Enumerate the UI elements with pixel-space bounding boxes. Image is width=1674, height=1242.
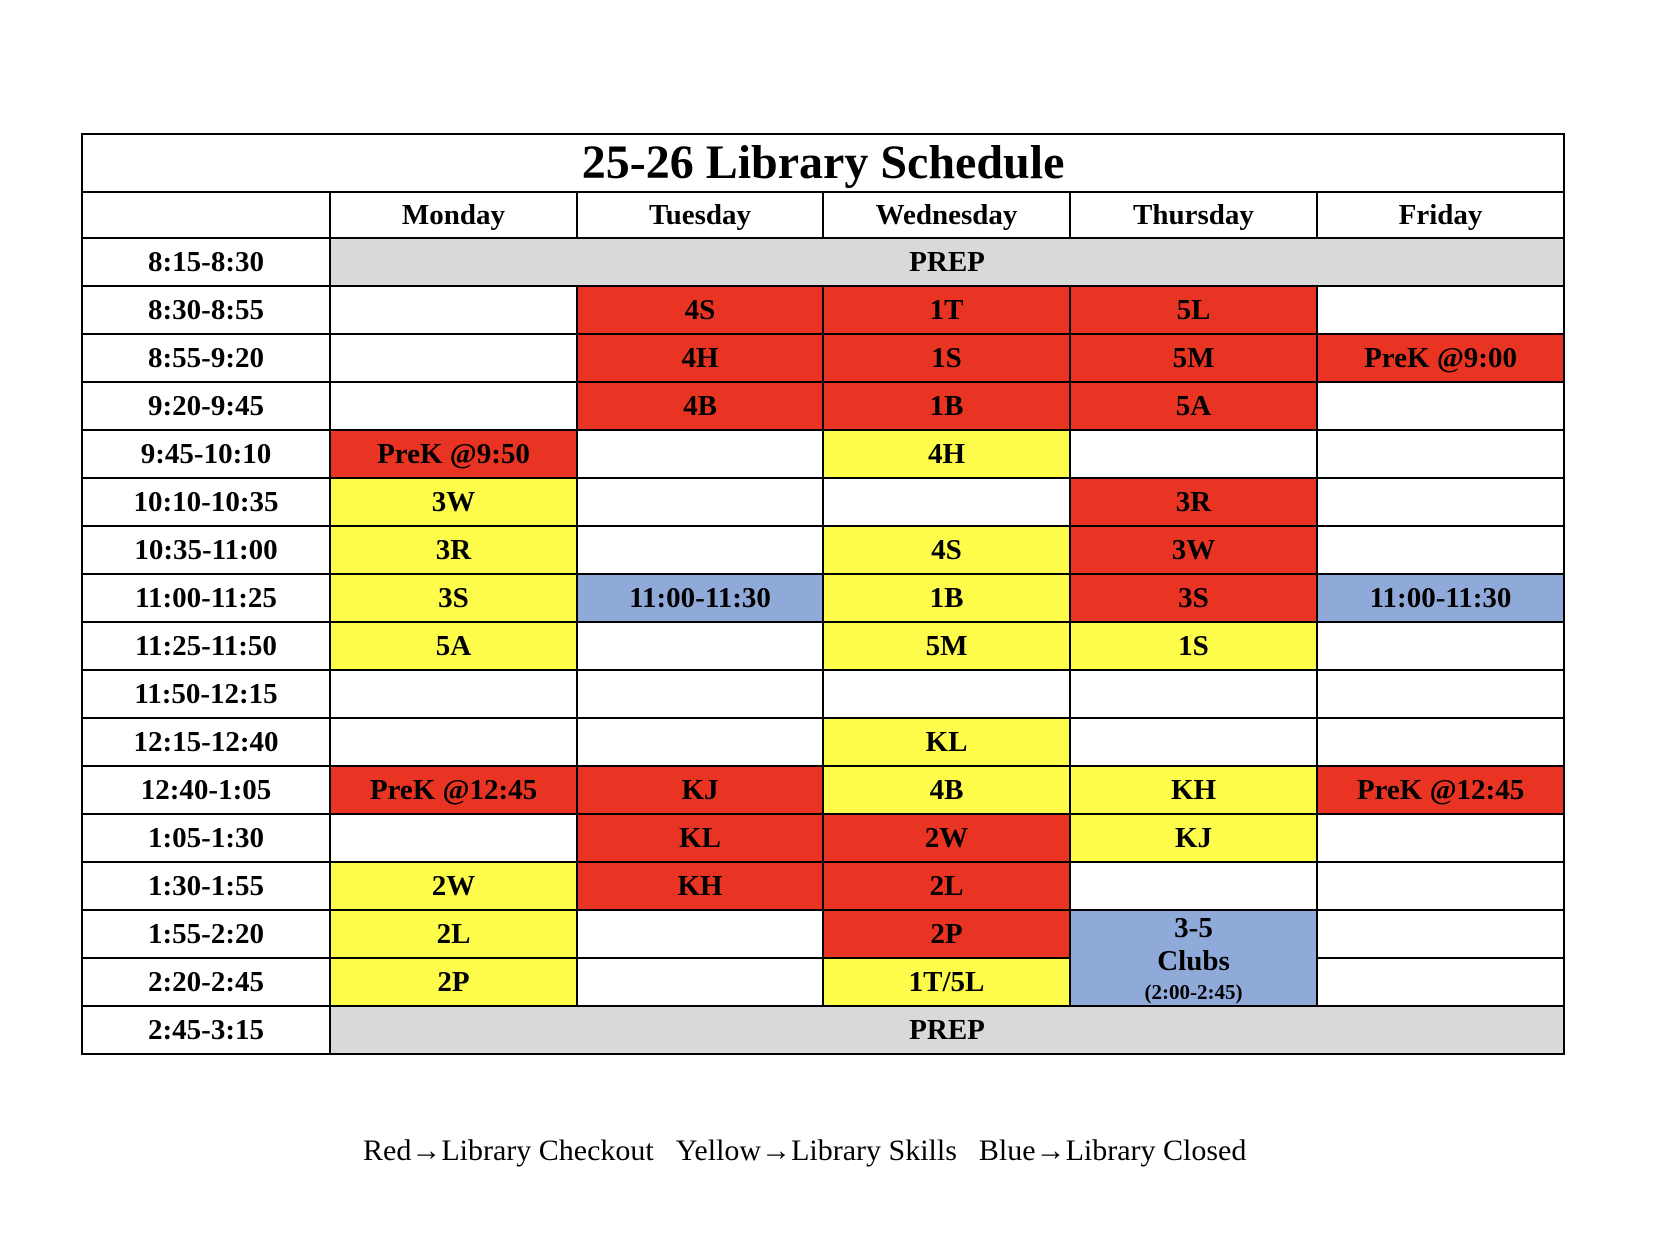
schedule-cell-tuesday xyxy=(577,718,823,766)
table-row xyxy=(82,910,1564,958)
schedule-cell-thursday: 3R xyxy=(1070,478,1317,526)
time-slot-label: 12:40-1:05 xyxy=(82,766,330,814)
table-row xyxy=(82,382,1564,430)
schedule-cell-monday xyxy=(330,814,577,862)
schedule-cell-tuesday xyxy=(577,910,823,958)
schedule-cell-wednesday: 4H xyxy=(823,430,1070,478)
table-row xyxy=(82,622,1564,670)
arrow-icon: → xyxy=(761,1134,792,1167)
schedule-cell-wednesday xyxy=(823,478,1070,526)
time-slot-label: 9:45-10:10 xyxy=(82,430,330,478)
schedule-cell-tuesday: KL xyxy=(577,814,823,862)
schedule-cell-wednesday: KL xyxy=(823,718,1070,766)
day-header-wednesday: Wednesday xyxy=(823,192,1070,238)
arrow-icon: → xyxy=(411,1134,442,1167)
time-slot-label: 1:05-1:30 xyxy=(82,814,330,862)
prep-cell: PREP xyxy=(330,1006,1564,1054)
time-slot-label: 12:15-12:40 xyxy=(82,718,330,766)
table-row xyxy=(82,814,1564,862)
schedule-cell-monday xyxy=(330,334,577,382)
schedule-cell-tuesday xyxy=(577,478,823,526)
time-slot-label: 1:55-2:20 xyxy=(82,910,330,958)
time-slot-label: 10:10-10:35 xyxy=(82,478,330,526)
schedule-cell-thursday xyxy=(1070,910,1317,1006)
schedule-cell-tuesday: KJ xyxy=(577,766,823,814)
legend-red-label: Library Checkout xyxy=(441,1134,654,1167)
clubs-label-line: 3-5 xyxy=(1174,912,1213,945)
time-slot-label: 11:50-12:15 xyxy=(82,670,330,718)
schedule-cell-thursday xyxy=(1070,670,1317,718)
table-row xyxy=(82,718,1564,766)
schedule-cell-tuesday xyxy=(577,526,823,574)
day-header-monday: Monday xyxy=(330,192,577,238)
legend-blue-key: Blue xyxy=(978,1134,1036,1167)
schedule-cell-thursday: 1S xyxy=(1070,622,1317,670)
schedule-cell-friday xyxy=(1317,286,1564,334)
schedule-cell-thursday xyxy=(1070,718,1317,766)
schedule-cell-monday: 5A xyxy=(330,622,577,670)
schedule-cell-tuesday: 4S xyxy=(577,286,823,334)
day-header-tuesday: Tuesday xyxy=(577,192,823,238)
legend-yellow-key: Yellow xyxy=(675,1134,762,1167)
schedule-cell-thursday: 5M xyxy=(1070,334,1317,382)
schedule-cell-tuesday: KH xyxy=(577,862,823,910)
clubs-label-line: Clubs xyxy=(1157,945,1230,978)
schedule-cell-wednesday: 1T xyxy=(823,286,1070,334)
schedule-cell-friday xyxy=(1317,910,1564,958)
schedule-cell-wednesday xyxy=(823,670,1070,718)
schedule-cell-monday: 3R xyxy=(330,526,577,574)
schedule-cell-wednesday: 1B xyxy=(823,382,1070,430)
color-legend xyxy=(348,1100,1246,1168)
schedule-cell-thursday xyxy=(1070,862,1317,910)
schedule-cell-wednesday: 4B xyxy=(823,766,1070,814)
schedule-cell-tuesday xyxy=(577,670,823,718)
schedule-cell-wednesday: 4S xyxy=(823,526,1070,574)
schedule-cell-tuesday xyxy=(577,622,823,670)
schedule-cell-friday xyxy=(1317,430,1564,478)
schedule-cell-friday xyxy=(1317,622,1564,670)
schedule-cell-tuesday: 4B xyxy=(577,382,823,430)
schedule-cell-monday: 3W xyxy=(330,478,577,526)
schedule-cell-wednesday: 1B xyxy=(823,574,1070,622)
time-slot-label: 11:00-11:25 xyxy=(82,574,330,622)
schedule-cell-wednesday: 1S xyxy=(823,334,1070,382)
schedule-cell-friday xyxy=(1317,814,1564,862)
time-slot-label: 2:20-2:45 xyxy=(82,958,330,1006)
time-slot-label: 8:55-9:20 xyxy=(82,334,330,382)
schedule-cell-thursday: 5A xyxy=(1070,382,1317,430)
table-row xyxy=(82,526,1564,574)
schedule-cell-friday xyxy=(1317,958,1564,1006)
table-row xyxy=(82,334,1564,382)
schedule-cell-friday xyxy=(1317,718,1564,766)
schedule-cell-wednesday: 5M xyxy=(823,622,1070,670)
schedule-cell-tuesday: 4H xyxy=(577,334,823,382)
schedule-sheet xyxy=(81,133,1563,1055)
time-slot-label: 11:25-11:50 xyxy=(82,622,330,670)
legend-red-key: Red xyxy=(363,1134,412,1167)
schedule-cell-friday: PreK @9:00 xyxy=(1317,334,1564,382)
schedule-cell-monday: PreK @9:50 xyxy=(330,430,577,478)
schedule-cell-wednesday: 2L xyxy=(823,862,1070,910)
schedule-cell-friday: PreK @12:45 xyxy=(1317,766,1564,814)
time-slot-label: 2:45-3:15 xyxy=(82,1006,330,1054)
time-slot-label: 8:30-8:55 xyxy=(82,286,330,334)
time-slot-label: 8:15-8:30 xyxy=(82,238,330,286)
clubs-time-note: (2:00-2:45) xyxy=(1144,979,1243,1004)
schedule-cell-friday xyxy=(1317,670,1564,718)
schedule-cell-monday: 3S xyxy=(330,574,577,622)
table-row xyxy=(82,670,1564,718)
schedule-cell-friday: 11:00-11:30 xyxy=(1317,574,1564,622)
prep-cell: PREP xyxy=(330,238,1564,286)
schedule-cell-thursday: 3W xyxy=(1070,526,1317,574)
schedule-cell-monday: 2P xyxy=(330,958,577,1006)
day-header-row xyxy=(82,192,1564,238)
day-header-thursday: Thursday xyxy=(1070,192,1317,238)
schedule-cell-monday xyxy=(330,670,577,718)
schedule-cell-monday: 2L xyxy=(330,910,577,958)
arrow-icon: → xyxy=(1035,1134,1066,1167)
schedule-cell-wednesday: 2W xyxy=(823,814,1070,862)
table-row xyxy=(82,958,1564,1006)
schedule-cell-wednesday: 2P xyxy=(823,910,1070,958)
table-row xyxy=(82,238,1564,286)
day-header-friday: Friday xyxy=(1317,192,1564,238)
schedule-cell-thursday: 3S xyxy=(1070,574,1317,622)
table-row xyxy=(82,766,1564,814)
schedule-cell-friday xyxy=(1317,526,1564,574)
schedule-cell-monday: 2W xyxy=(330,862,577,910)
page-title: 25-26 Library Schedule xyxy=(82,134,1564,192)
corner-cell xyxy=(82,192,330,238)
schedule-cell-thursday: KJ xyxy=(1070,814,1317,862)
time-slot-label: 9:20-9:45 xyxy=(82,382,330,430)
table-row xyxy=(82,478,1564,526)
schedule-cell-tuesday: 11:00-11:30 xyxy=(577,574,823,622)
legend-blue-label: Library Closed xyxy=(1065,1134,1247,1167)
table-row xyxy=(82,286,1564,334)
schedule-cell-tuesday xyxy=(577,430,823,478)
schedule-cell-friday xyxy=(1317,382,1564,430)
schedule-cell-thursday: 5L xyxy=(1070,286,1317,334)
table-row xyxy=(82,1006,1564,1054)
time-slot-label: 1:30-1:55 xyxy=(82,862,330,910)
table-row xyxy=(82,430,1564,478)
schedule-cell-monday: PreK @12:45 xyxy=(330,766,577,814)
time-slot-label: 10:35-11:00 xyxy=(82,526,330,574)
schedule-cell-monday xyxy=(330,718,577,766)
schedule-cell-tuesday xyxy=(577,958,823,1006)
schedule-cell-thursday xyxy=(1070,430,1317,478)
schedule-table xyxy=(81,133,1565,1055)
schedule-cell-friday xyxy=(1317,478,1564,526)
schedule-cell-friday xyxy=(1317,862,1564,910)
legend-yellow-label: Library Skills xyxy=(791,1134,957,1167)
table-row xyxy=(82,574,1564,622)
schedule-cell-wednesday: 1T/5L xyxy=(823,958,1070,1006)
schedule-cell-monday xyxy=(330,382,577,430)
schedule-cell-thursday: KH xyxy=(1070,766,1317,814)
schedule-cell-monday xyxy=(330,286,577,334)
table-row xyxy=(82,862,1564,910)
